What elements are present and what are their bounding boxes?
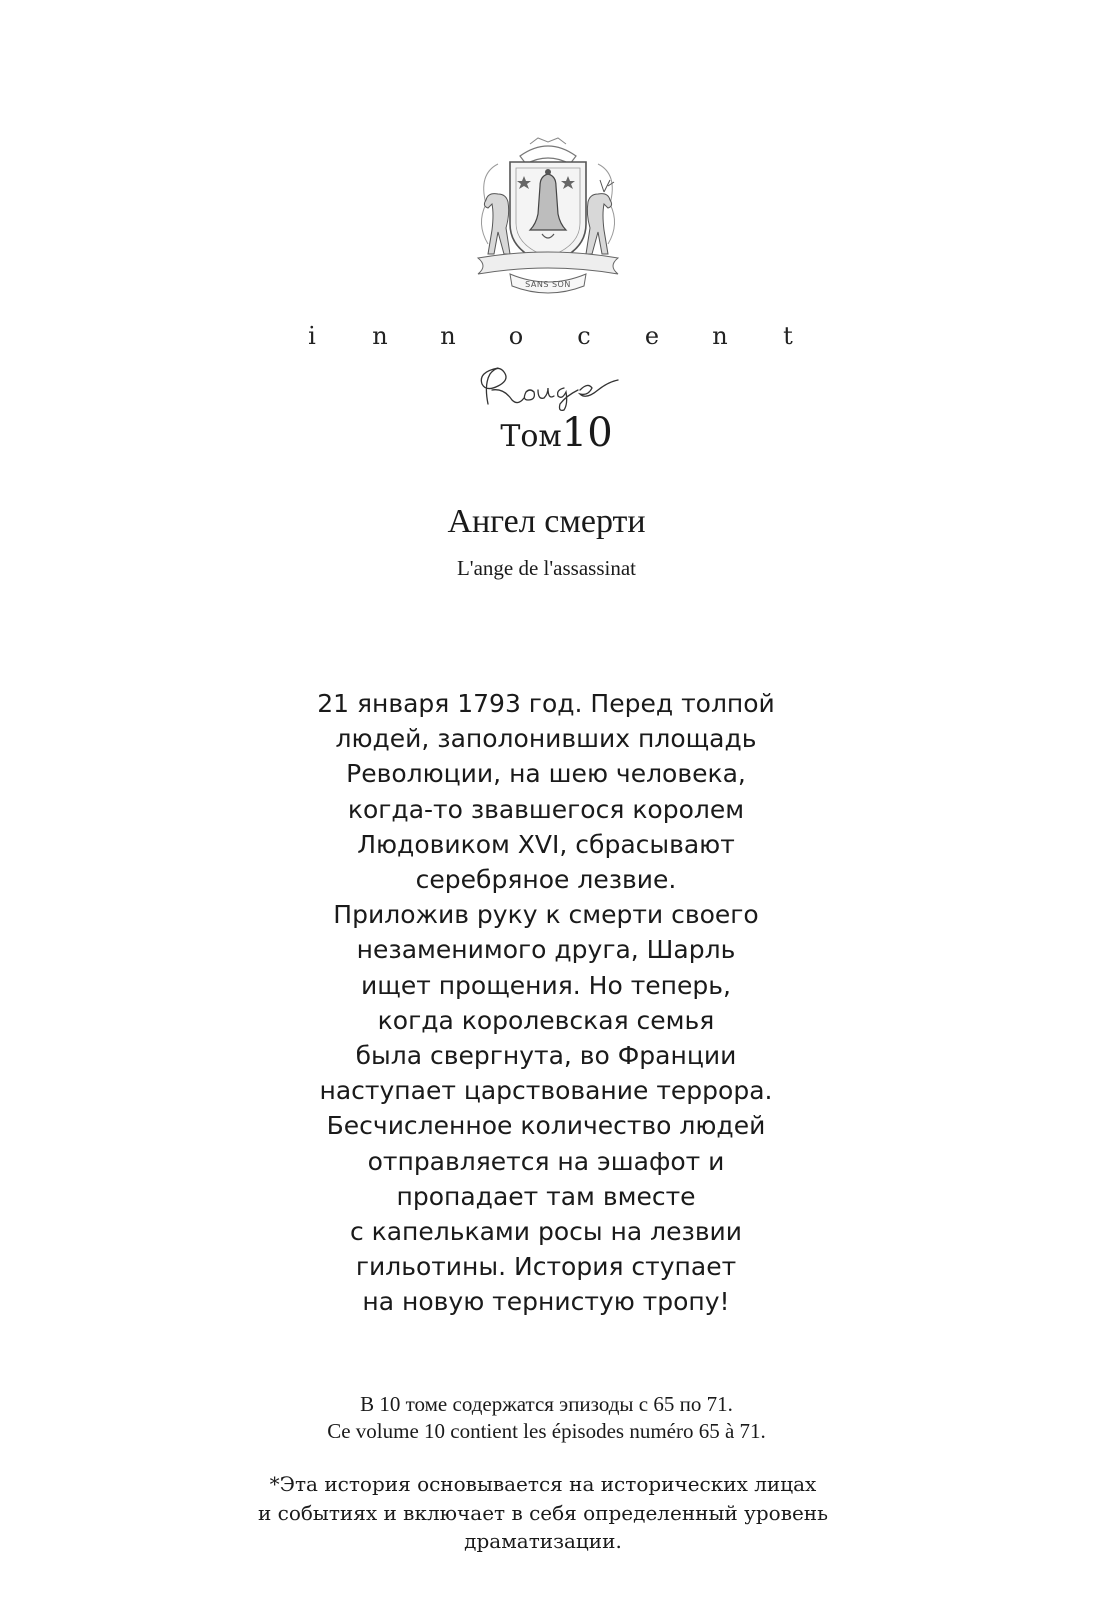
- disclaimer-line: и событиях и включает в себя определенный уровень: [257, 1500, 829, 1525]
- synopsis-line: была свергнута, во Франции: [355, 1041, 737, 1071]
- series-name: [300, 322, 800, 350]
- episodes-fr: Ce volume 10 contient les épisodes numéro 65 à 71.: [327, 1419, 766, 1443]
- synopsis-line: пропадает там вместе: [396, 1181, 696, 1211]
- series-letter: e: [644, 322, 660, 350]
- synopsis-line: с капельками росы на лезвии: [349, 1217, 743, 1247]
- title-ru: Ангел смерти: [447, 503, 646, 540]
- synopsis-line: Революции, на шею человека,: [346, 759, 746, 789]
- series-letter: c: [577, 322, 591, 350]
- synopsis-line: 21 января 1793 год. Перед толпой: [317, 689, 775, 718]
- synopsis-line: когда королевская семья: [377, 1005, 715, 1035]
- rouge-script-logo: [468, 360, 628, 412]
- synopsis-line: ищет прощения. Но теперь,: [361, 970, 731, 1000]
- synopsis-line: Людовиком XVI, сбрасывают: [357, 829, 735, 859]
- volume-word: Том: [500, 419, 562, 454]
- series-letter: i: [308, 322, 316, 350]
- volume-label: [0, 410, 1113, 456]
- series-letter: n: [372, 322, 388, 350]
- synopsis-line: Бесчисленное количество людей: [326, 1111, 766, 1141]
- title-fr: L'ange de l'assassinat: [456, 556, 636, 580]
- coat-of-arms-icon: [458, 134, 638, 294]
- synopsis-line: Приложив руку к смерти своего: [333, 900, 759, 930]
- volume-number: 10: [561, 410, 613, 456]
- series-letter: n: [712, 322, 728, 350]
- synopsis-line: гильотины. История ступает: [355, 1252, 737, 1282]
- synopsis-line: незаменимого друга, Шарль: [356, 935, 736, 965]
- synopsis-line: наступает царствование террора.: [319, 1076, 773, 1106]
- series-letter: o: [508, 322, 524, 350]
- synopsis-line: серебряное лезвие.: [415, 865, 677, 895]
- synopsis-line: людей, заполонивших площадь: [335, 724, 757, 754]
- synopsis-line: на новую тернистую тропу!: [362, 1287, 730, 1317]
- series-letter: t: [783, 322, 793, 350]
- disclaimer-line: драматизации.: [464, 1529, 622, 1553]
- disclaimer-line: *Эта история основывается на исторических лицах: [269, 1472, 817, 1496]
- crest-motto: SANS SON: [525, 280, 571, 289]
- synopsis-line: отправляется на эшафот и: [367, 1146, 725, 1176]
- disclaimer: [0, 1470, 1086, 1556]
- episodes-note: [0, 1391, 1093, 1445]
- synopsis-line: когда-то звавшегося королем: [347, 794, 745, 824]
- series-letter: n: [440, 322, 456, 350]
- episodes-ru: В 10 томе содержатся эпизоды с 65 по 71.: [360, 1392, 733, 1416]
- synopsis: [246, 686, 846, 1320]
